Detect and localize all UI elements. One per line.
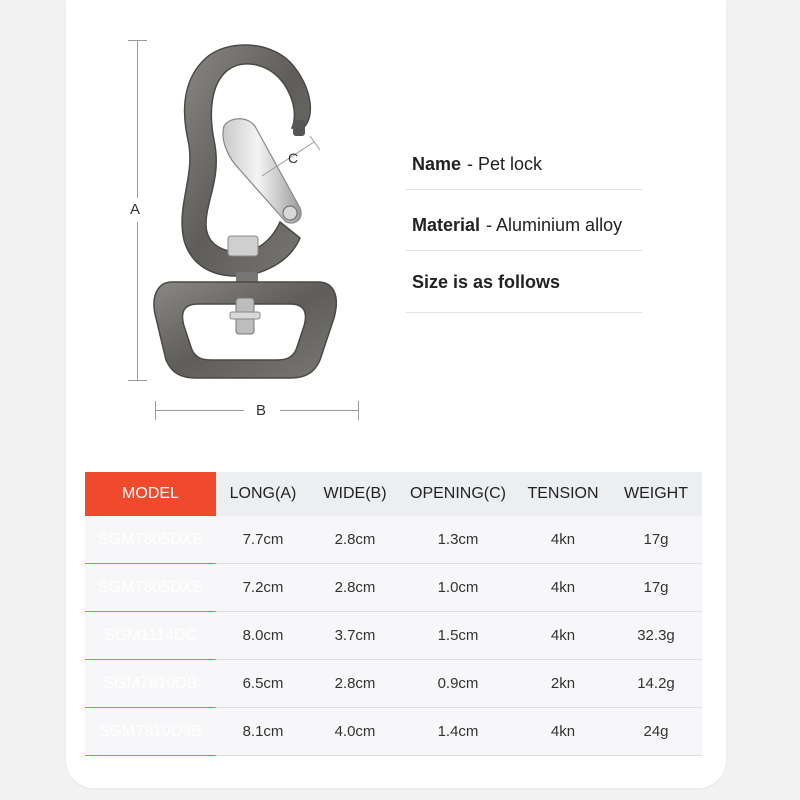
table-cell: 3.7cm xyxy=(310,612,400,660)
table-cell: 0.9cm xyxy=(400,660,516,708)
table-cell-model: SGM7805DXE xyxy=(85,516,216,564)
table-cell: 1.3cm xyxy=(400,516,516,564)
table-cell: 4kn xyxy=(516,564,610,612)
table-cell: 4kn xyxy=(516,708,610,756)
table-cell: 6.5cm xyxy=(216,660,310,708)
dimension-c-label: C xyxy=(288,150,299,166)
table-header-cell: LONG(A) xyxy=(216,472,310,516)
spec-name-label: Name xyxy=(412,154,462,174)
spec-divider xyxy=(406,250,642,251)
spec-name-value: - Pet lock xyxy=(467,154,543,174)
spec-size-label: Size is as follows xyxy=(412,272,561,292)
swivel-neck xyxy=(228,236,258,256)
gate-rivet xyxy=(283,206,297,220)
table-cell: 1.4cm xyxy=(400,708,516,756)
table-cell: 8.0cm xyxy=(216,612,310,660)
table-cell: 7.2cm xyxy=(216,564,310,612)
dimension-a-label: A xyxy=(130,201,141,218)
dimension-c-tick xyxy=(310,136,320,150)
table-cell: 4.0cm xyxy=(310,708,400,756)
table-cell: 2.8cm xyxy=(310,660,400,708)
table-header-cell: TENSION xyxy=(516,472,610,516)
table-cell: 2.8cm xyxy=(310,516,400,564)
spec-material-value: - Aluminium alloy xyxy=(486,215,623,235)
table-header-cell: WEIGHT xyxy=(610,472,702,516)
table-cell: 17g xyxy=(610,564,702,612)
hook-nose xyxy=(293,120,305,136)
table-header-cell: MODEL xyxy=(85,472,216,516)
dimension-b-label: B xyxy=(256,402,267,419)
table-row xyxy=(85,708,702,756)
table-cell: 17g xyxy=(610,516,702,564)
table-cell: 14.2g xyxy=(610,660,702,708)
spec-size-row xyxy=(412,272,566,293)
table-header-row xyxy=(85,472,702,516)
spec-table xyxy=(85,472,702,756)
table-cell: 32.3g xyxy=(610,612,702,660)
table-header-cell: OPENING(C) xyxy=(400,472,516,516)
table-row xyxy=(85,612,702,660)
table-row xyxy=(85,660,702,708)
table-cell: 4kn xyxy=(516,516,610,564)
table-cell: 7.7cm xyxy=(216,516,310,564)
table-cell: 2.8cm xyxy=(310,564,400,612)
table-cell: 1.0cm xyxy=(400,564,516,612)
swivel-washer xyxy=(230,312,260,319)
table-cell-model: SGM7805DXS xyxy=(85,564,216,612)
table-cell-model: SGM7810D3B xyxy=(85,708,216,756)
table-cell: 4kn xyxy=(516,612,610,660)
spec-divider xyxy=(406,312,642,313)
table-cell: 8.1cm xyxy=(216,708,310,756)
spec-name-row xyxy=(412,154,542,175)
table-cell: 2kn xyxy=(516,660,610,708)
table-cell: 1.5cm xyxy=(400,612,516,660)
spec-divider xyxy=(406,189,642,190)
table-cell-model: SGM1114DC xyxy=(85,612,216,660)
table-header-cell: WIDE(B) xyxy=(310,472,400,516)
table-row xyxy=(85,516,702,564)
spec-material-row xyxy=(412,215,622,236)
table-cell: 24g xyxy=(610,708,702,756)
spec-material-label: Material xyxy=(412,215,481,235)
table-row xyxy=(85,564,702,612)
table-cell-model: SGM7810DB xyxy=(85,660,216,708)
